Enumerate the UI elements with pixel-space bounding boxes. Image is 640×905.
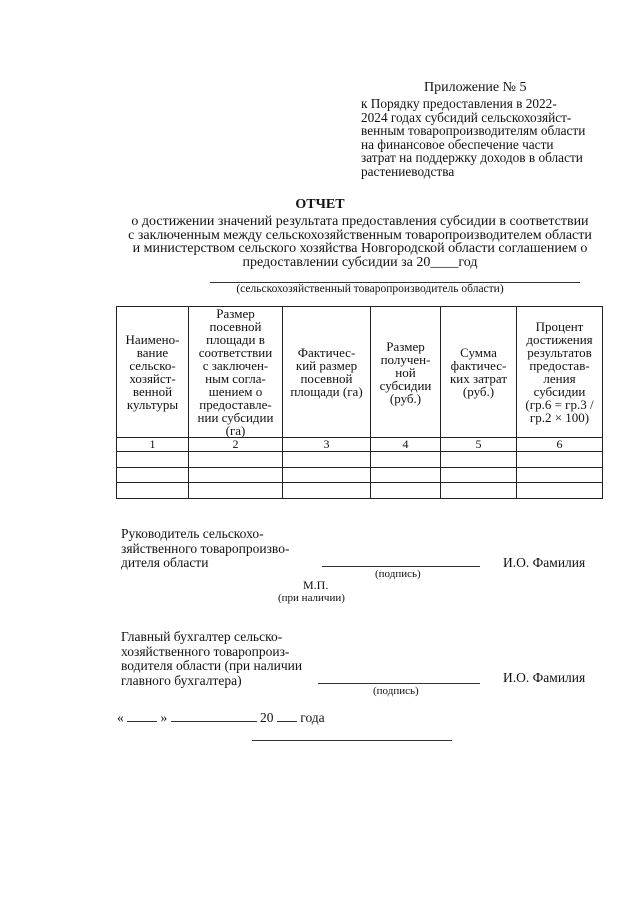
table-cell[interactable] [117, 467, 189, 483]
accountant-signature-line[interactable] [318, 683, 480, 684]
appendix-line: на финансовое обеспечение части [361, 136, 554, 152]
date-month-blank[interactable] [171, 710, 257, 722]
table-cell[interactable] [189, 452, 283, 468]
report-subtitle-line: и министерством сельского хозяйства Новгородской области соглашением о [132, 241, 588, 257]
table-cell[interactable] [283, 467, 371, 483]
head-title [121, 527, 289, 571]
bottom-line [252, 740, 452, 741]
head-name: И.О. Фамилия [503, 555, 586, 570]
head-title-line: Руководитель сельскохо- [121, 526, 264, 541]
date-year-blank[interactable] [277, 710, 297, 722]
table-cell[interactable] [117, 452, 189, 468]
date-day-blank[interactable] [127, 710, 157, 722]
table-cell[interactable] [441, 483, 517, 499]
head-title-line: зяйственного товаропроизво- [121, 540, 290, 556]
head-signature-line[interactable] [322, 566, 480, 567]
accountant-name: И.О. Фамилия [503, 670, 586, 685]
table-row [117, 483, 603, 499]
column-number: 5 [441, 438, 517, 452]
header-actual-costs: Сумма фактичес- ких затрат (руб.) [441, 307, 517, 438]
report-subtitle-line: с заключенным между сельскохозяйственным товаропроизводителем области [128, 227, 592, 243]
report-title: ОТЧЕТ [295, 197, 345, 212]
table-header-row [117, 307, 603, 438]
report-subtitle-line: о достижении значений результата предоставления субсидии в соответствии [131, 214, 589, 229]
date-open-quote: « [117, 710, 124, 725]
date-close-quote: » [160, 710, 168, 725]
report-subtitle [100, 215, 620, 269]
table-row [117, 467, 603, 483]
table-cell[interactable] [189, 483, 283, 499]
producer-caption: (сельскохозяйственный товаропроизводитель области) [236, 283, 504, 295]
table-cell[interactable] [117, 483, 189, 499]
table-row [117, 452, 603, 468]
report-subtitle-line: предоставлении субсидии за 20____год [242, 254, 478, 270]
appendix-title: Приложение № 5 [424, 80, 527, 95]
column-number: 3 [283, 438, 371, 452]
column-number: 1 [117, 438, 189, 452]
header-achievement-percent: Процент достижения результатов предостав- ления субсидии (гр.6 = гр.3 / гр.2 × 100) [517, 307, 603, 438]
table-cell[interactable] [517, 467, 603, 483]
table-cell[interactable] [441, 467, 517, 483]
appendix-line: 2024 годах субсидий сельскохозяйст- [361, 109, 572, 125]
appendix-line: растениеводства [361, 163, 455, 179]
table-cell[interactable] [371, 452, 441, 468]
accountant-title-line: главного бухгалтера) [121, 672, 242, 688]
column-number: 6 [517, 438, 603, 452]
appendix-text [361, 97, 611, 179]
head-signature-caption: (подпись) [375, 568, 421, 580]
header-area-actual: Фактичес- кий размер посевной площади (га) [283, 307, 371, 438]
appendix-line: затрат на поддержку доходов в области [361, 150, 583, 166]
accountant-title-line: хозяйственного товаропроиз- [121, 643, 290, 659]
table-cell[interactable] [441, 452, 517, 468]
table-cell[interactable] [283, 452, 371, 468]
column-number: 4 [371, 438, 441, 452]
appendix-line: венным товаропроизводителям области [361, 123, 586, 139]
table-cell[interactable] [283, 483, 371, 499]
column-number: 2 [189, 438, 283, 452]
table-cell[interactable] [189, 467, 283, 483]
date-line [117, 710, 325, 726]
accountant-title-line: водителя области (при наличии [121, 658, 303, 673]
stamp-label: М.П. [303, 578, 329, 592]
column-number-row [117, 438, 603, 452]
table-cell[interactable] [517, 483, 603, 499]
header-area-agreement: Размер посевной площади в соответствии с заключен- ным согла- шением о предоставле- нии субсидии (га) [189, 307, 283, 438]
table-cell[interactable] [371, 483, 441, 499]
accountant-signature-caption: (подпись) [373, 685, 419, 697]
accountant-title-line: Главный бухгалтер сельско- [121, 629, 283, 644]
head-title-line: дителя области [121, 555, 209, 570]
table-cell[interactable] [371, 467, 441, 483]
appendix-line: к Порядку предоставления в 2022- [361, 96, 557, 111]
header-subsidy-received: Размер получен- ной субсидии (руб.) [371, 307, 441, 438]
date-century: 20 [260, 710, 274, 725]
accountant-title [121, 630, 302, 688]
report-table [116, 306, 603, 499]
stamp-note: (при наличии) [278, 592, 345, 604]
header-crop-name: Наимено- вание сельско- хозяйст- венной культуры [117, 307, 189, 438]
table-cell[interactable] [517, 452, 603, 468]
date-year-word: года [300, 710, 325, 725]
